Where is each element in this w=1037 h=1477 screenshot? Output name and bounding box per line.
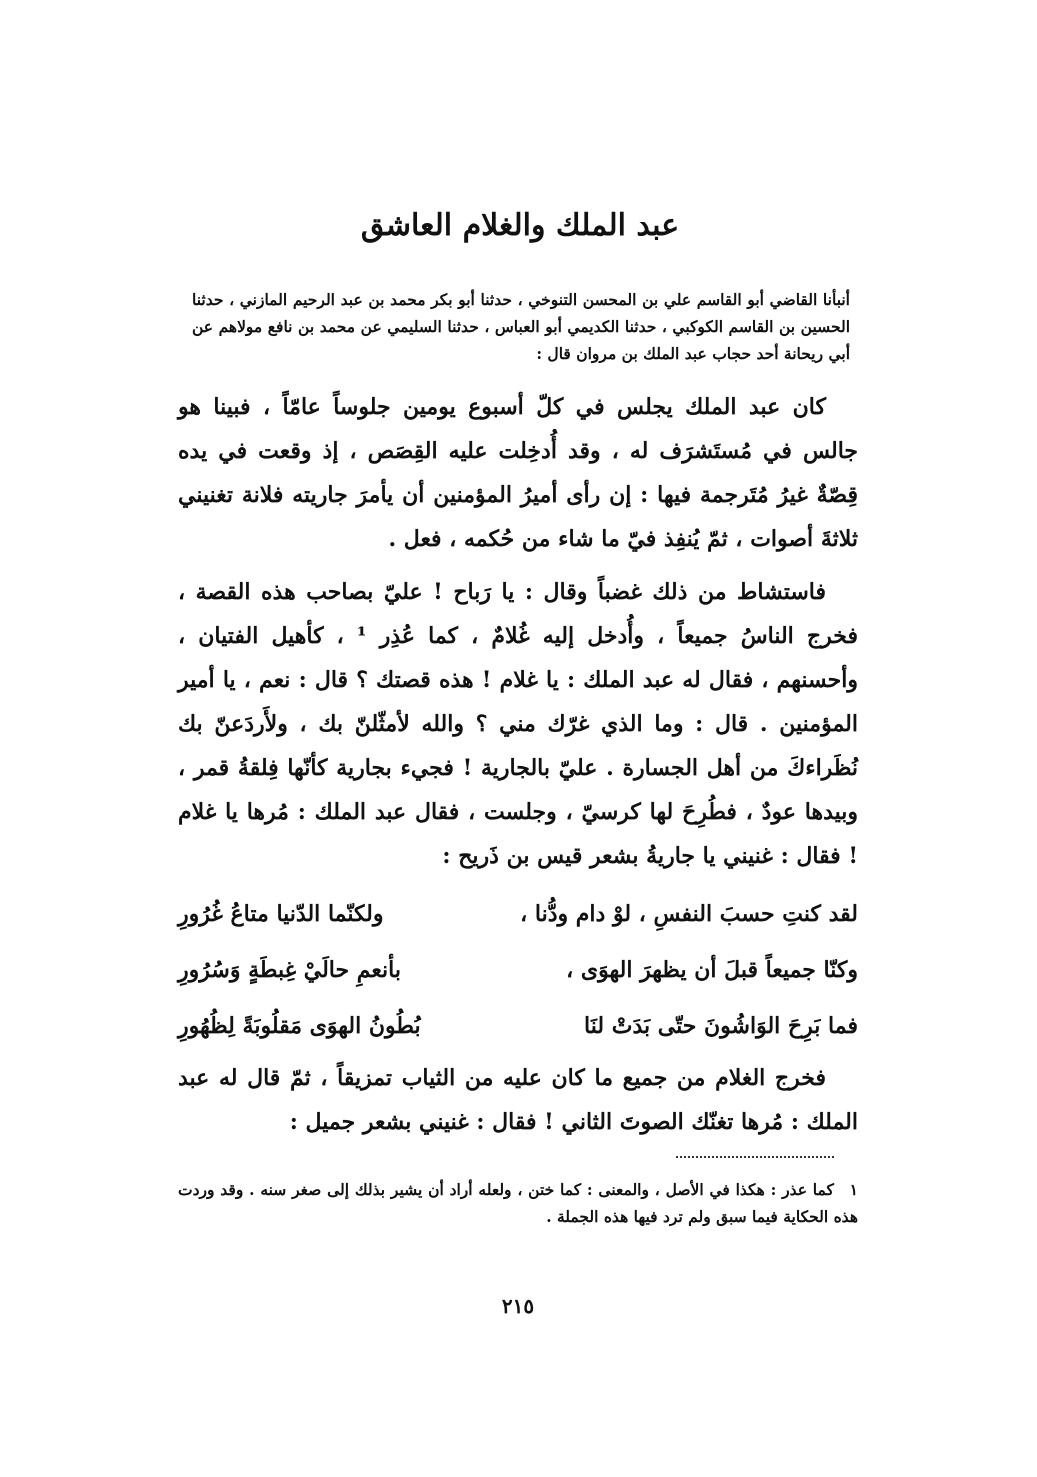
verse-3-second-hemistich: بُطُونُ الهوَى مَقلُوبَةً لِظُهُورِ [178, 1013, 421, 1039]
poem [178, 886, 858, 1054]
paragraph-1: كان عبد الملك يجلس في كلّ أسبوع يومين جلوساً عامّاً ، فبينا هو جالس في مُستَشرَف له ، وقد أُدخِلت عليه القِصَص ، إذ وقعت في يده قِصّةٌ غيرُ مُتَرجمة فيها : إن رأى أميرُ المؤمنين أن يأمرَ جاريته فلانة تغنيني ثلاثةَ أصوات ، ثمّ يُنفِذ فيّ ما شاء من حُكمه ، فعل . [178, 394, 858, 552]
isnad-chain: أنبأنا القاضي أبو القاسم علي بن المحسن التنوخي ، حدثنا أبو بكر محمد بن عبد الرحيم المازني ، حدثنا الحسين بن القاسم الكوكبي ، حدثنا الكديمي أبو العباس ، حدثنا السليمي عن محمد بن نافع مولاهم عن أبي ريحانة أحد حجاب عبد الملك بن مروان قال : [192, 290, 850, 363]
verse-2-first-hemistich: وكنّا جميعاً قبلَ أن يظهرَ الهوَى ، [566, 957, 858, 983]
poem-verse-2 [178, 942, 858, 998]
verse-1-second-hemistich: ولكنّما الدّنيا متاعُ غُرُورِ [178, 901, 384, 927]
footnote-number: ١ [849, 1180, 858, 1199]
verse-2-second-hemistich: بأنعمِ حالَيْ غِبطَةٍ وَسُرُورِ [178, 957, 401, 983]
poem-verse-3 [178, 998, 858, 1054]
verse-1-first-hemistich: لقد كنتِ حسبَ النفسِ ، لوْ دام ودُّنا ، [520, 901, 858, 927]
paragraph-2: فاستشاط من ذلك غضباً وقال : يا رَباح ! عليّ بصاحب هذه القصة ، فخرج الناسُ جميعاً ، وأُدخل إليه غُلامٌ ، كما عُذِر ¹ ، كأهيل الفتيان ، وأحسنهم ، فقال له عبد الملك : يا غلام ! هذه قصتك ؟ قال : نعم ، يا أمير المؤمنين . قال : وما الذي غرّك مني ؟ والله لأمثّلنّ بك ، ولأَردَعنّ بك نُظَراءكَ من أهل الجسارة . عليّ بالجارية ! فجيء بجارية كأنّها فِلقةُ قمر ، وبيدها عودٌ ، فطُرِحَ لها كرسيّ ، وجلست ، فقال عبد الملك : مُرها يا غلام ! فقال : غنيني يا جاريةُ بشعر قيس بن ذَريح : [178, 579, 858, 869]
footnote-text: كما عذر : هكذا في الأصل ، والمعنى : كما ختن ، ولعله أراد أن يشير بذلك إلى صغر سنه . وقد وردت هذه الحكاية فيما سبق ولم ترد فيها هذه الجملة . [178, 1180, 858, 1226]
page-number: ٢١٥ [501, 1294, 535, 1318]
footnote [178, 1176, 858, 1230]
verse-3-first-hemistich: فما بَرِحَ الوَاشُونَ حتّى بَدَتْ لنَا [584, 1013, 858, 1039]
paragraph-3: فخرج الغلام من جميع ما كان عليه من الثياب تمزيقاً ، ثمّ قال له عبد الملك : مُرها تغنّك الصوتَ الثاني ! فقال : غنيني بشعر جميل : [178, 1065, 858, 1135]
chapter-title: عبد الملك والغلام العاشق [360, 208, 680, 243]
footnote-separator [676, 1156, 834, 1158]
poem-verse-1 [178, 886, 858, 942]
